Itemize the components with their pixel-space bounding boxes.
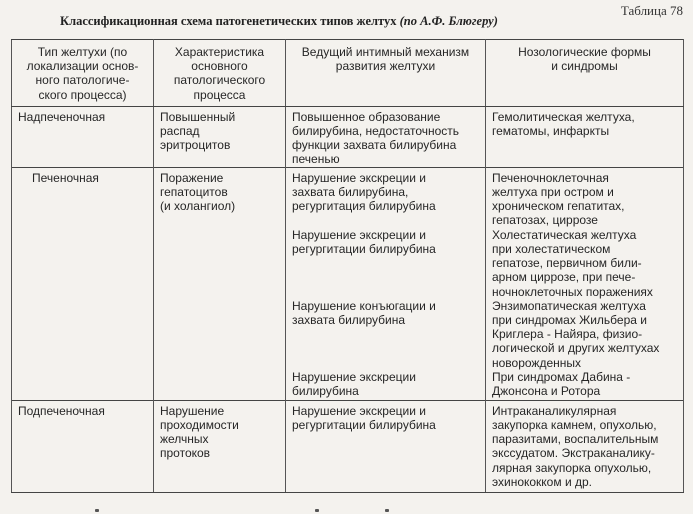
cell-process: Повышенный распад эритроцитов — [154, 106, 286, 167]
cell-forms: Печеночноклеточная желтуха при остром и хроническом гепатитах, гепатозах, циррозе — [486, 167, 684, 228]
header-row — [12, 40, 684, 107]
table-title — [60, 14, 620, 29]
cell-type: Надпеченочная — [12, 106, 154, 167]
header-process: Характеристика основного патологического процесса — [154, 40, 286, 107]
cell-forms: Гемолитическая желтуха, гематомы, инфаркты — [486, 106, 684, 167]
header-mechanism: Ведущий интимный механизм развития желтухи — [286, 40, 486, 107]
header-type: Тип желтухи (по локализации основ- ного патологиче- ского процесса) — [12, 40, 154, 107]
cell-forms: Холестатическая желтуха при холестатическом гепатозе, первичном били- арном циррозе, при пече- ночноклеточных поражениях — [486, 228, 684, 299]
cell-type: Подпеченочная — [12, 400, 154, 492]
cell-mechanism: Нарушение экскреции и регургитации билирубина — [286, 400, 486, 492]
title-author: (по А.Ф. Блюгеру) — [399, 14, 498, 28]
classification-table — [11, 39, 684, 493]
table-row — [12, 400, 684, 492]
header-forms: Нозологические формы и синдромы — [486, 40, 684, 107]
cell-forms: Интраканаликулярная закупорка камнем, опухолью, паразитами, воспалительным экссудатом. Экстраканалику- лярная закупорка опухолью, эхинококком и др. — [486, 400, 684, 492]
table-row — [12, 106, 684, 167]
cell-mechanism: Нарушение экскреции и захвата билирубина, регургитация билирубина — [286, 167, 486, 228]
cell-forms: Энзимопатическая желтуха при синдромах Жильбера и Криглера - Найяра, физио- логической и других желтухах новорожденных — [486, 299, 684, 370]
cell-mechanism: Нарушение экскреции и регургитации билирубина — [286, 228, 486, 299]
cell-type: Печеночная — [12, 167, 154, 400]
table-row — [12, 167, 684, 228]
cell-mechanism: Нарушение экскреции билирубина — [286, 370, 486, 401]
cell-mechanism: Нарушение конъюгации и захвата билирубина — [286, 299, 486, 370]
cell-process: Нарушение проходимости желчных протоков — [154, 400, 286, 492]
cell-process: Поражение гепатоцитов (и холангиол) — [154, 167, 286, 400]
cell-mechanism: Повышенное образование билирубина, недостаточность функции захвата билирубина печенью — [286, 106, 486, 167]
cell-forms: При синдромах Дабина - Джонсона и Ротора — [486, 370, 684, 401]
cropped-next-line — [0, 505, 693, 514]
table-number: Таблица 78 — [620, 3, 683, 18]
title-text: Классификационная схема патогенетических типов желтух — [60, 14, 397, 28]
